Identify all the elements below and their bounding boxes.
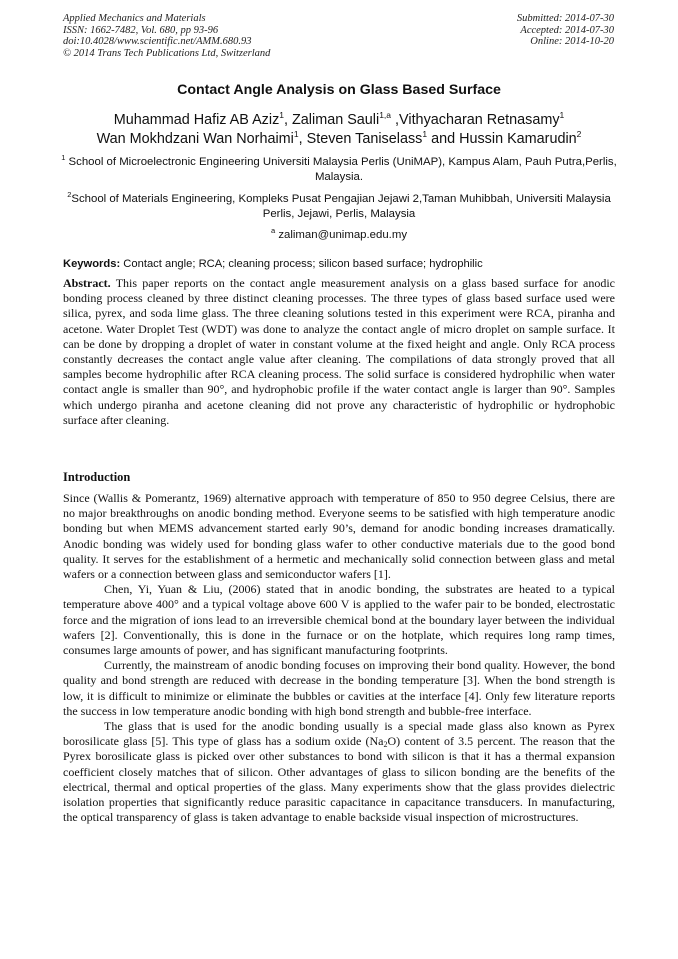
paragraph-text: The glass that is used for the anodic bonding usually is a special made glass also known as Pyrex borosilicate glass [5]. This type of glass has a sodium oxide (Na (63, 719, 615, 749)
author-name: , Zaliman Sauli (284, 112, 380, 128)
author-affiliation-mark: 1 (293, 129, 299, 139)
paper-title: Contact Angle Analysis on Glass Based Surface (177, 82, 501, 98)
author-affiliation-mark: 1 (559, 110, 565, 120)
email-mark: a (270, 226, 276, 235)
journal-name: Applied Mechanics and Materials (63, 13, 206, 24)
email-text: zaliman@unimap.edu.my (275, 229, 408, 241)
corresponding-email (60, 228, 618, 243)
author-affiliation-mark: 2 (576, 129, 582, 139)
journal-doi: doi:10.4028/www.scientific.net/AMM.680.93 (63, 36, 252, 47)
keywords-text: Contact angle; RCA; cleaning process; silicon based surface; hydrophilic (120, 258, 483, 270)
author-name: ,Vithyacharan Retnasamy (391, 112, 560, 128)
accepted-date: Accepted: 2014-07-30 (520, 24, 614, 36)
affiliation-text: School of Materials Engineering, Kompleks Pusat Pengajian Jejawi 2,Taman Muhibbah, Universiti Malaysia Perlis, Jejawi, Perlis, Malaysia (71, 193, 611, 220)
keywords (63, 258, 619, 270)
dates-header (517, 13, 614, 48)
introduction-heading: Introduction (63, 470, 131, 484)
affiliation-mark: 2 (67, 190, 72, 199)
subscript: 2 (383, 740, 388, 750)
affiliation-text: School of Microelectronic Engineering Universiti Malaysia Perlis (UniMAP), Kampus Alam, Pauh Putra,Perlis, Malaysia. (65, 156, 617, 183)
intro-paragraph-2: Chen, Yi, Yuan & Liu, (2006) stated that in anodic bonding, the substrates are heated to a typical temperature above 400° and a typical voltage above 600 V is applied to the wafer pair to be bonded, electrostatic force and the migration of ions lead to an irreversible chemical bond at the boundary layer between the individual wafers [2]. Conventionally, this is done in the furnace or on the hotplate, which requires long ramp times, consumes large amounts of power, and has significant manufacturing footprints. (63, 582, 615, 658)
author-affiliation-mark: 1 (279, 110, 285, 120)
author-affiliation-mark: 1,a (379, 110, 392, 120)
author-name: Muhammad Hafiz AB Aziz (113, 112, 280, 128)
paragraph-text: O) content of 3.5 percent. The reason that the Pyrex borosilicate glass is picked over other substances to bond with silicon is that it has a thermal expansion coefficient closely matches that of silicon. Other advantages of glass to silicon bonding are the benefits of the electrical, thermal and optical properties of the glass. Many experiments show that the glass provides dielectric isolation properties that significantly reduce parasitic capacitance in capacitance transducers. In manufacturing, the optical transparency of glass is taken advantage to enable backside visual inspection of microstructures. (63, 734, 615, 825)
author-list (40, 111, 638, 149)
journal-copyright: © 2014 Trans Tech Publications Ltd, Switzerland (63, 47, 271, 59)
abstract-label: Abstract. (63, 276, 111, 290)
abstract-text: This paper reports on the contact angle measurement analysis on a glass based surface for anodic bonding process cleaned by three distinct cleaning processes. The three types of glass based surface used were silica, pyrex, and soda lime glass. The three cleaning solutions tested in this experiment were RCA, piranha and acetone. Water Droplet Test (WDT) was done to analyze the contact angle of micro droplet on sample surface. It can be done by dropping a droplet of water in constant volume at the fixed height and angle. Only RCA process constantly decreases the contact angle value after cleaning. The compilations of data strongly proved that all samples become hydrophilic after RCA cleaning process. The solid surface is considered hydrophilic when water contact angle is smaller than 90°, and hydrophobic profile if the water contact angle is larger than 90°. Samples which undergo piranha and acetone cleaning did not prove any characteristic of hydrophilic or hydrophobic surface after cleaning. (63, 276, 615, 427)
submitted-date: Submitted: 2014-07-30 (516, 13, 614, 24)
affiliation-1 (60, 155, 618, 185)
keywords-label: Keywords: (63, 258, 121, 270)
journal-header (63, 13, 270, 59)
author-affiliation-mark: 1 (422, 129, 428, 139)
author-name: , Steven Taniselass (298, 131, 423, 147)
author-name: Wan Mokhdzani Wan Norhaimi (96, 131, 294, 147)
affiliation-mark: 1 (61, 153, 66, 162)
intro-paragraph-1: Since (Wallis & Pomerantz, 1969) alternative approach with temperature of 850 to 950 degree Celsius, there are no major breakthroughs on anodic bonding method. Everyone seems to be satisfied with high temperature anodic bonding but when MEMS advancement started early 90’s, demand for anodic bonding increases dramatically. Anodic bonding was widely used for bonding glass wafer to other conductive materials due to the good bond quality. It serves for the establishment of a hermetic and mechanically solid connection between glass and metal wafers or a connection between glass and semiconductor wafers [1]. (63, 491, 615, 582)
journal-issn: ISSN: 1662-7482, Vol. 680, pp 93-96 (63, 24, 219, 36)
online-date: Online: 2014-10-20 (530, 36, 614, 47)
intro-paragraph-3: Currently, the mainstream of anodic bonding focuses on improving their bond quality. However, the bond quality and bond strength are reduced with decrease in the bonding temperature [3]. When the bond strength is low, it is difficult to minimize or eliminate the bubbles or cavities at the interface [4]. Only few literature reports the success in low temperature anodic bonding with high bond strength and bubble-free interface. (63, 658, 615, 718)
abstract (63, 276, 615, 428)
intro-paragraph-4 (63, 719, 615, 825)
affiliation-2 (60, 192, 618, 222)
introduction-body (63, 491, 615, 825)
author-name: and Hussin Kamarudin (427, 131, 577, 147)
